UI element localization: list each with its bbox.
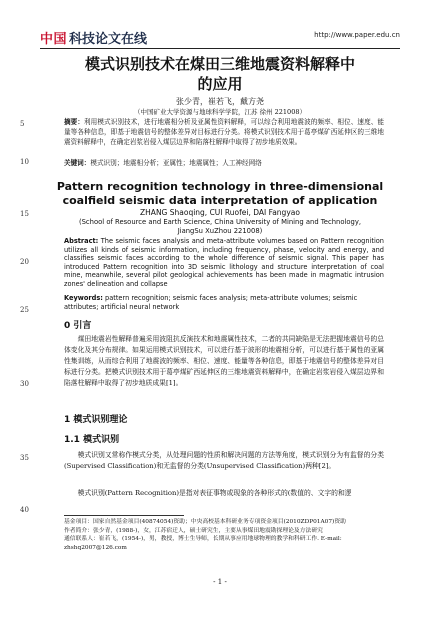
logo-text: 科技论文在线	[69, 32, 148, 47]
english-keywords-label: Keywords:	[64, 294, 103, 302]
chinese-title-line: 模式识别技术在煤田三维地震资料解释中	[84, 55, 355, 73]
header-rule	[40, 48, 400, 49]
line-number: 30	[20, 380, 29, 388]
page-number: - 1 -	[213, 578, 227, 586]
chinese-title-line: 的应用	[197, 75, 243, 93]
section-1-1-paragraph: 模式识别(Pattern Recognition)是指对表征事物或现象的各种形式的(数值的、文字的和逻	[77, 489, 352, 497]
english-affiliation-line: (School of Resource and Earth Science, China University of Mining and Technology,	[78, 218, 362, 226]
footnote-funding: 基金项目：国家自然基金项目(40874054)资助；中央高校基本科研业务专项资金项目(2010ZDP01A07)资助	[64, 519, 346, 525]
footnote-author-bio: 作者简介：张少青，(1988-)，女，江苏宿迁人，硕士研究生，主要从事煤田地震勘探理论及方法研究	[64, 527, 323, 534]
chinese-abstract-label: 摘要：	[64, 118, 85, 126]
chinese-keywords-label: 关键词：	[64, 159, 91, 167]
english-abstract	[64, 237, 384, 288]
chinese-abstract	[64, 117, 384, 147]
page-header	[40, 28, 400, 47]
footnotes	[64, 518, 384, 552]
english-title	[50, 180, 390, 208]
chinese-authors: 张少青，崔若飞，戴方尧	[176, 97, 264, 106]
english-keywords	[64, 294, 384, 311]
chinese-keywords-text: 模式识别；地震相分析；亚属性；地震属性；人工神经网络	[90, 159, 262, 167]
english-title-line: coalfield seismic data interpretation of application	[62, 194, 378, 207]
chinese-affiliation: （中国矿业大学资源与地球科学学院，江苏 徐州 221008）	[134, 108, 306, 116]
line-number: 40	[20, 506, 29, 514]
english-authors: ZHANG Shaoqing, CUI Ruofei, DAI Fangyao	[140, 208, 300, 217]
line-number: 5	[20, 120, 25, 128]
section-heading-intro: 0 引言	[64, 321, 92, 331]
section-heading-1: 1 模式识别理论	[64, 415, 128, 425]
english-title-line: Pattern recognition technology in three-dimensional	[56, 180, 384, 193]
chinese-keywords	[64, 158, 384, 168]
english-abstract-text: The seismic faces analysis and meta-attribute volumes based on Pattern recognition utilizes all kinds of seismic information, including frequency, phase, velocity and energy, and classifies seismic faces according to the whole difference of seismic signal. This paper has introduced Pattern recognition into 3D seismic lithology and structure interpretation of coal mine, meanwhile, several pilot geological achievements has been made in magmatic intrusion zones' delineation and collapse	[64, 237, 384, 288]
line-number: 10	[20, 158, 29, 166]
chinese-title	[50, 54, 390, 94]
line-number: 15	[20, 210, 29, 218]
english-affiliation-line: JiangSu XuZhou 221008)	[177, 227, 263, 235]
footnote-rule	[64, 515, 184, 516]
section-1-1-paragraph: 模式识别又常称作模式分类，从处理问题的性质和解决问题的方法等角度，模式识别分为有监督的分类(Supervised Classification)和无监督的分类(Unsupervised Classification)两种[2]。	[64, 451, 384, 470]
english-affiliation	[50, 218, 390, 236]
header-url-link[interactable]: http://www.paper.edu.cn	[314, 31, 400, 39]
intro-paragraph: 煤田地震岩性解释普遍采用波阻抗反演技术和地震属性技术，二者的共同缺陷是无法把握地震信号的总体变化及其分布规律。如果运用模式识别技术，可以进行基于波形的地震相分析，可以进行基于属性的亚属性集训练，从而综合利用了地震波的频率、相位、速度、能量等各种信息，即基于地震信号的整体差异对目标进行分类。把模式识别技术用于葛亭煤矿西延伸区的三维地震资料解释中，在确定岩浆岩侵入煤层边界和陷落柱解释中取得了初步地质成果[1]。	[64, 335, 384, 387]
chinese-abstract-text: 利用模式识别技术，进行地震相分析及亚属性资料解释，可以综合利用地震波的频率、相位、速度、能量等各种信息，即基于地震信号的整体差异对目标进行分类。将模式识别技术用于葛亭煤矿西延伸区的三维地震资料解释中，在确定岩浆岩侵入煤层边界和陷落柱解释中取得了初步地质效果。	[64, 118, 385, 146]
line-number: 35	[20, 454, 29, 462]
section-heading-1-1: 1.1 模式识别	[64, 435, 120, 445]
english-keywords-text: pattern recognition; seismic faces analysis; meta-attribute volumes; seismic attributes; artificial neural network	[64, 294, 358, 311]
footnote-contact: 通信联系人：崔若飞，(1954-)，男，教授，博士生导师，长期从事应用地球物理的教学和科研工作. E-mail: zhshq2007@126.com	[64, 536, 342, 551]
logo-mark: 中国	[40, 32, 68, 47]
site-logo[interactable]	[40, 28, 147, 47]
line-number: 20	[20, 258, 29, 266]
english-abstract-label: Abstract:	[64, 237, 99, 245]
line-number: 25	[20, 306, 29, 314]
